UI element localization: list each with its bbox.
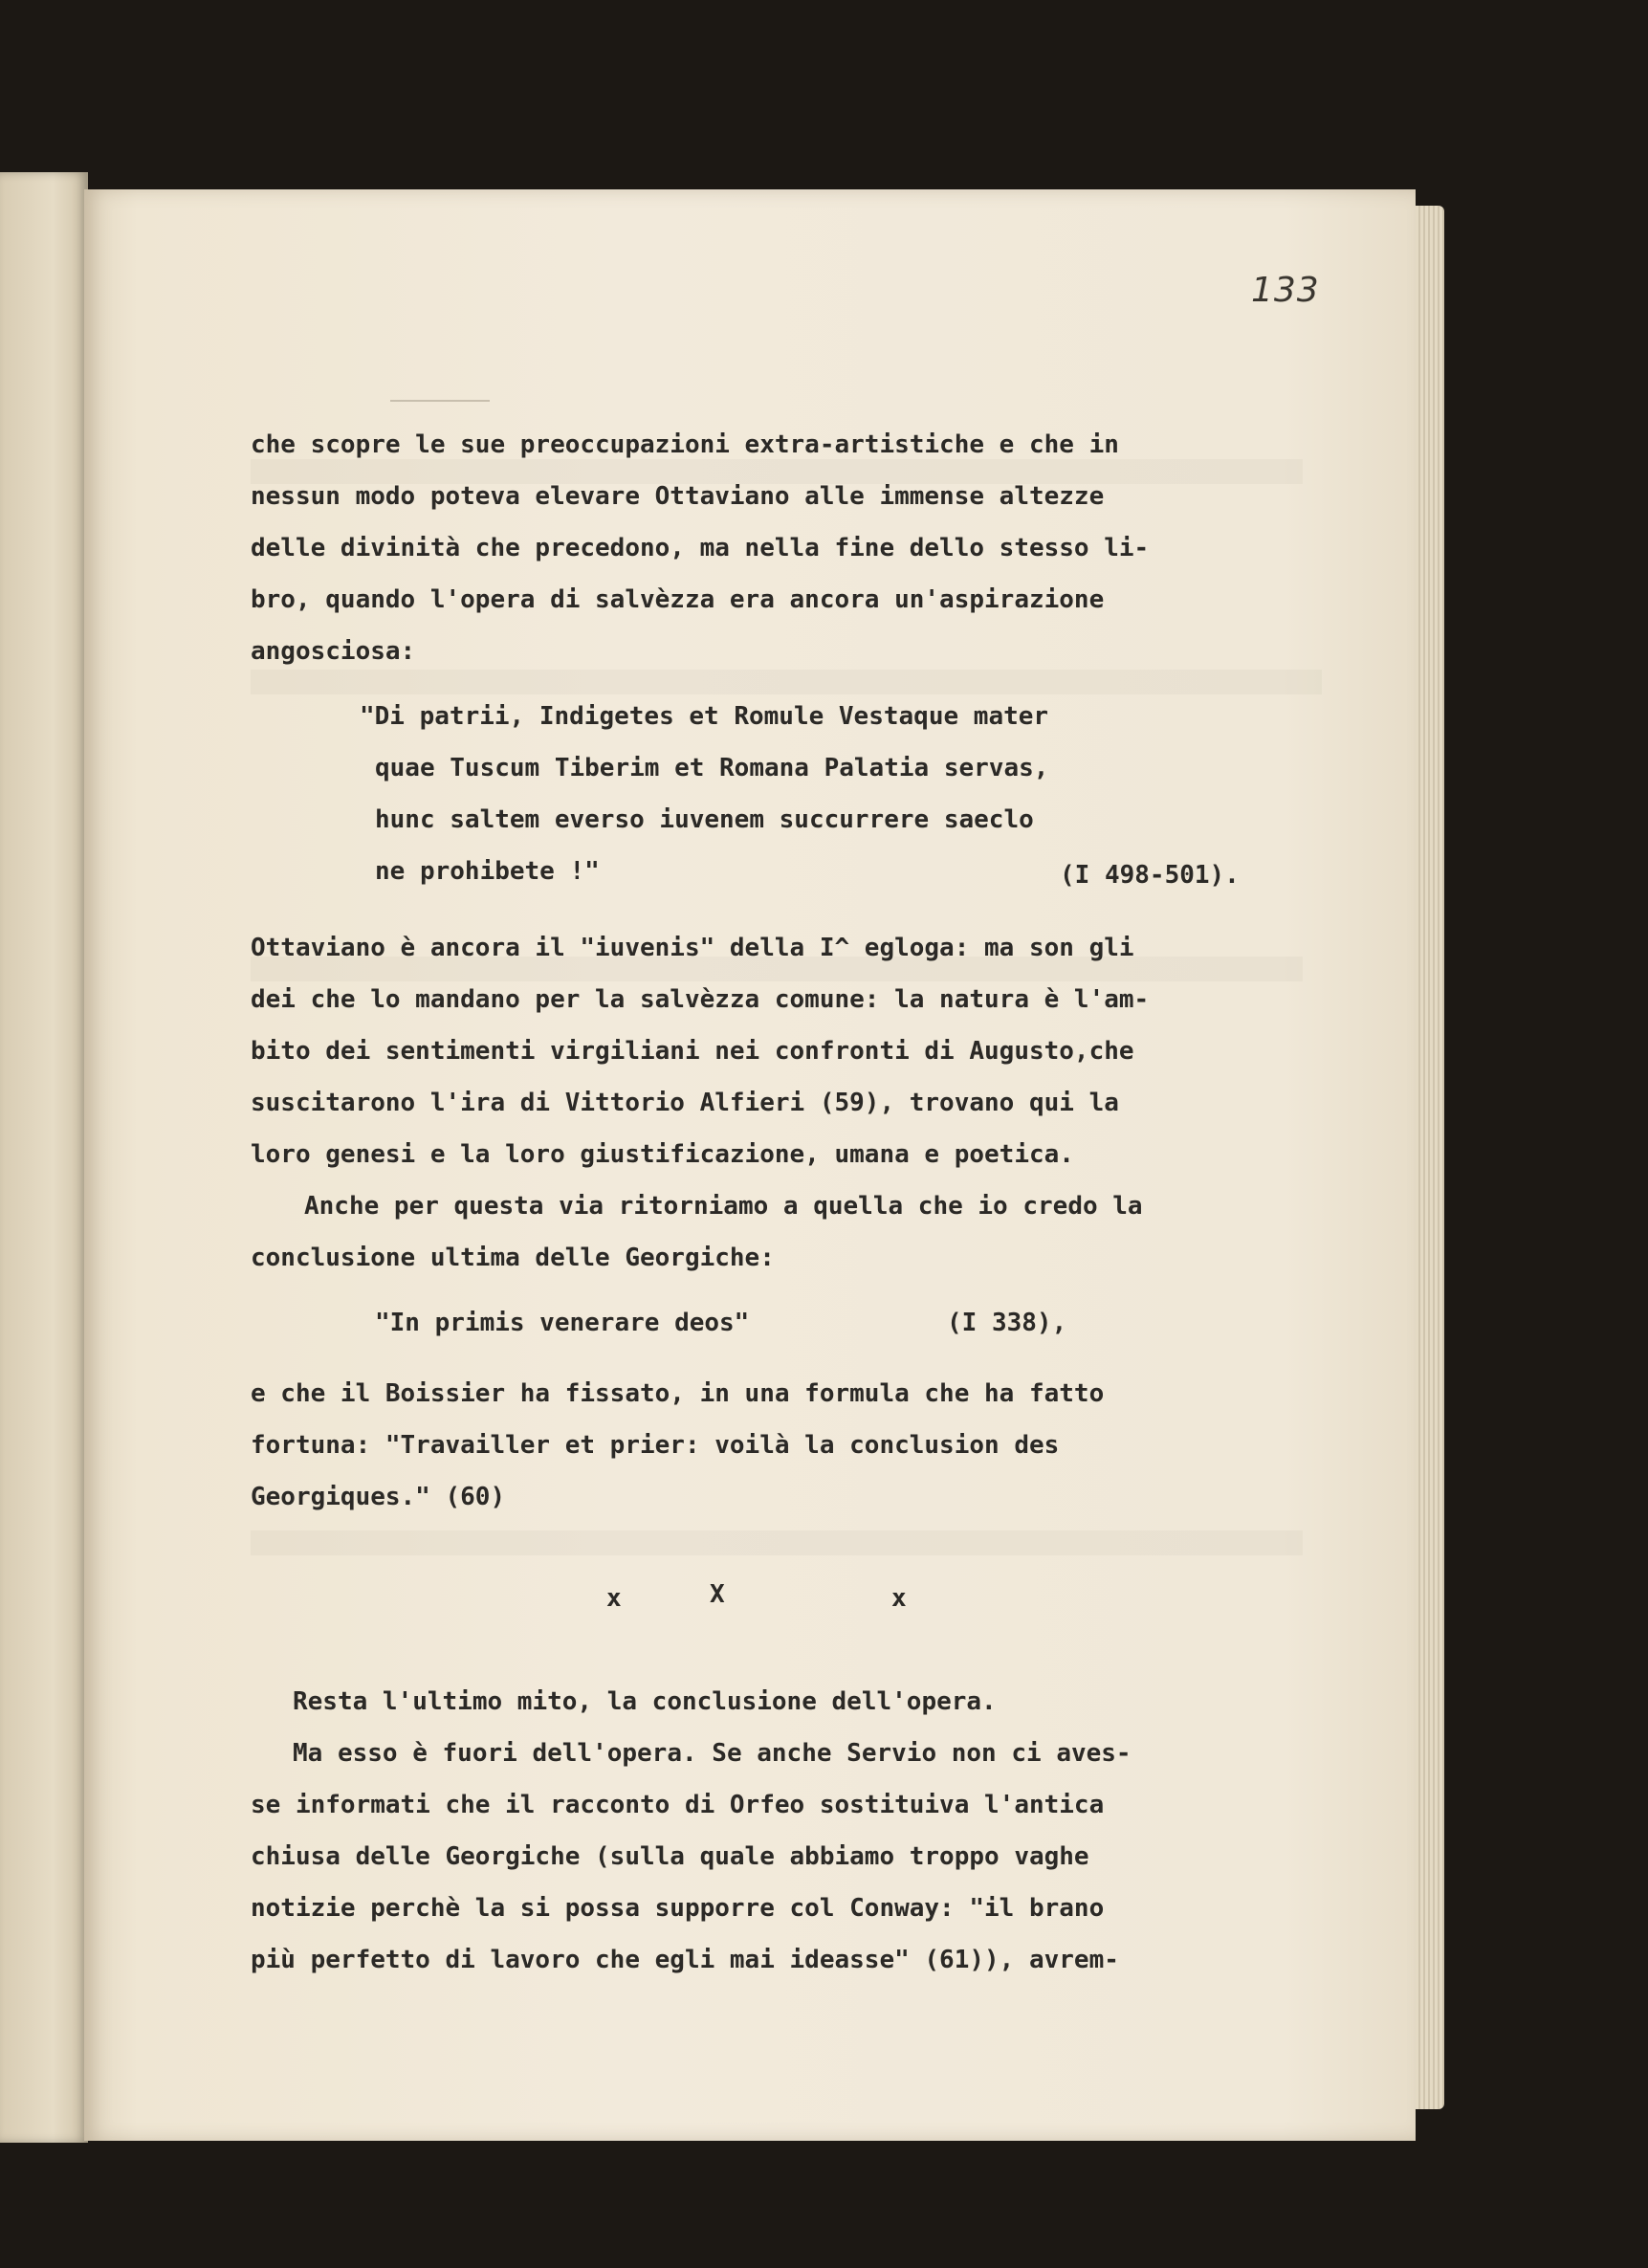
text-line: notizie perchè la si possa supporre col Conway: "il brano (251, 1894, 1105, 1923)
text-line: fortuna: "Travailler et prier: voilà la conclusion des (251, 1431, 1060, 1460)
text-line: conclusione ultima delle Georgiche: (251, 1244, 775, 1272)
quote-reference: (I 498-501). (1060, 861, 1240, 890)
text-line: bito dei sentimenti virgiliani nei confronti di Augusto,che (251, 1037, 1134, 1066)
text-line: Ottaviano è ancora il "iuvenis" della I^ egloga: ma son gli (251, 934, 1134, 962)
quote-line: quae Tuscum Tiberim et Romana Palatia servas, (375, 754, 1049, 782)
separator-mark: x (891, 1584, 907, 1613)
text-line: nessun modo poteva elevare Ottaviano alle immense altezze (251, 482, 1105, 511)
separator-mark: x (606, 1584, 622, 1613)
text-line: dei che lo mandano per la salvèzza comune: la natura è l'am- (251, 985, 1150, 1014)
text-line: se informati che il racconto di Orfeo sostituiva l'antica (251, 1791, 1105, 1819)
text-line: e che il Boissier ha fissato, in una formula che ha fatto (251, 1379, 1105, 1408)
text-line: che scopre le sue preoccupazioni extra-artistiche e che in (251, 430, 1119, 459)
text-line: angosciosa: (251, 637, 416, 666)
text-line: loro genesi e la loro giustificazione, umana e poetica. (251, 1140, 1074, 1169)
quote-line: "In primis venerare deos" (375, 1309, 750, 1337)
text-line: più perfetto di lavoro che egli mai ideasse" (61)), avrem- (251, 1946, 1119, 1974)
quote-line: "Di patrii, Indigetes et Romule Vestaque mater (360, 702, 1049, 731)
quote-line: ne prohibete !" (375, 857, 600, 886)
text-line: delle divinità che precedono, ma nella fine dello stesso li- (251, 534, 1150, 562)
faint-rule (390, 400, 490, 402)
left-page (0, 172, 88, 2143)
page-number: 133 (1251, 271, 1320, 310)
text-line: suscitarono l'ira di Vittorio Alfieri (59), trovano qui la (251, 1089, 1119, 1117)
text-line: bro, quando l'opera di salvèzza era ancora un'aspirazione (251, 585, 1105, 614)
separator-mark: X (710, 1580, 725, 1609)
text-line: Anche per questa via ritorniamo a quella che io credo la (304, 1192, 1143, 1221)
text-line: Ma esso è fuori dell'opera. Se anche Servio non ci aves- (293, 1739, 1132, 1768)
quote-reference: (I 338), (947, 1309, 1067, 1337)
text-line: Georgiques." (60) (251, 1483, 506, 1511)
text-line: Resta l'ultimo mito, la conclusione dell'opera. (293, 1687, 997, 1716)
quote-line: hunc saltem everso iuvenem succurrere saeclo (375, 805, 1034, 834)
text-line: chiusa delle Georgiche (sulla quale abbiamo troppo vaghe (251, 1842, 1089, 1871)
